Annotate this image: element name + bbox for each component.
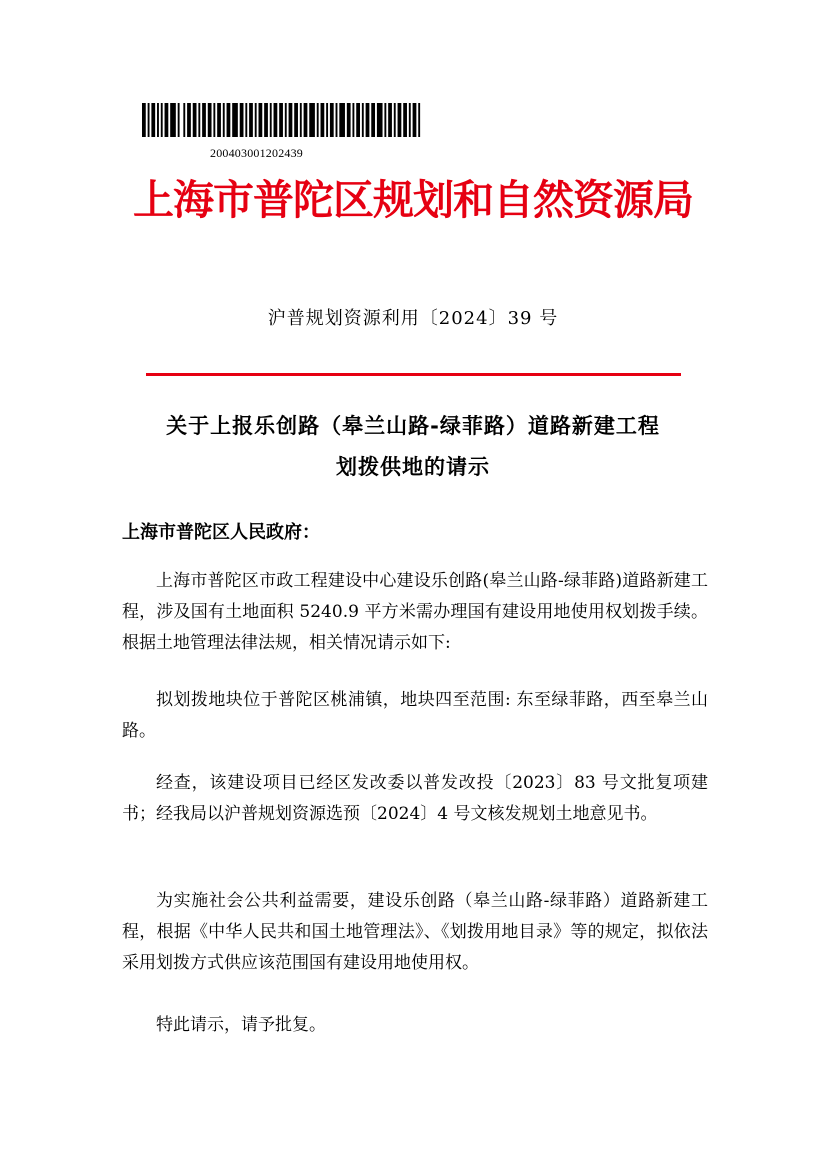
body-paragraph: 为实施社会公共利益需要，建设乐创路（皋兰山路-绿菲路）道路新建工程，根据《中华人民共和国土地管理法》、《划拨用地目录》等的规定，拟依法采用划拨方式供应该范围国有建设用地使用权。 — [122, 891, 708, 973]
addressee: 上海市普陀区人民政府： — [122, 522, 320, 543]
barcode-bar — [366, 103, 370, 137]
document-title-line-2: 划拨供地的请示 — [336, 455, 490, 479]
body-paragraph: 拟划拨地块位于普陀区桃浦镇，地块四至范围: 东至绿菲路，西至皋兰山路。 — [122, 690, 708, 741]
barcode-bar — [227, 103, 231, 137]
barcode — [142, 103, 422, 137]
barcode-bar — [240, 103, 244, 137]
document-number: 沪普规划资源利用〔2024〕39 号 — [267, 308, 559, 329]
barcode-number: 200403001202439 — [210, 146, 303, 160]
body-paragraph: 上海市普陀区市政工程建设中心建设乐创路(皋兰山路-绿菲路)道路新建工程，涉及国有土地面积 5240.9 平方米需办理国有建设用地使用权划拨手续。根据土地管理法律法规，相关情况请示如下: — [122, 571, 708, 653]
barcode-bar — [187, 103, 191, 137]
barcode-bar — [294, 103, 298, 137]
barcode-bar — [202, 103, 206, 137]
barcode-bar — [285, 103, 287, 137]
barcode-bar — [170, 103, 176, 137]
barcode-bar — [232, 103, 238, 137]
barcode-bar — [339, 103, 345, 137]
barcode-bar — [398, 103, 402, 137]
barcode-bar — [330, 103, 334, 137]
barcode-bar — [326, 103, 328, 137]
barcode-bar — [161, 103, 163, 137]
barcode-bar — [223, 103, 225, 137]
barcode-bar — [347, 103, 351, 137]
barcode-bar — [148, 103, 150, 137]
body-paragraph: 经查，该建设项目已经区发改委以普发改投〔2023〕83 号文批复项建书；经我局以沪普规划资源选预〔2024〕4 号文核发规划土地意见书。 — [122, 773, 708, 824]
barcode-bar — [309, 103, 315, 137]
barcode-bar — [245, 103, 247, 137]
barcode-bar — [193, 103, 197, 137]
barcode-bar — [208, 103, 212, 137]
barcode-bar — [418, 103, 420, 137]
agency-name: 上海市普陀区规划和自然资源局 — [133, 176, 693, 224]
barcode-bar — [336, 103, 338, 137]
barcode-bar — [317, 103, 319, 137]
body-paragraph: 特此请示，请予批复。 — [156, 1015, 326, 1035]
barcode-bar — [259, 103, 263, 137]
barcode-bar — [304, 103, 308, 137]
barcode-bar — [321, 103, 325, 137]
barcode-bar — [178, 103, 180, 137]
barcode-bar — [270, 103, 272, 137]
barcode-bar — [403, 103, 407, 137]
barcode-bar — [165, 103, 169, 137]
barcode-bar — [217, 103, 221, 137]
barcode-bar — [255, 103, 257, 137]
barcode-bar — [142, 103, 146, 137]
red-divider-line — [146, 373, 681, 376]
barcode-bar — [388, 103, 392, 137]
barcode-bar — [274, 103, 278, 137]
barcode-bar — [371, 103, 375, 137]
barcode-bar — [352, 103, 354, 137]
barcode-bar — [183, 103, 185, 137]
barcode-bar — [409, 103, 411, 137]
barcode-bar — [356, 103, 360, 137]
barcode-bar — [157, 103, 159, 137]
barcode-bar — [289, 103, 293, 137]
barcode-bar — [151, 103, 155, 137]
barcode-bar — [249, 103, 253, 137]
document-title-line-1: 关于上报乐创路（皋兰山路-绿菲路）道路新建工程 — [166, 414, 660, 438]
barcode-bar — [377, 103, 383, 137]
barcode-bar — [362, 103, 364, 137]
barcode-bar — [384, 103, 386, 137]
barcode-bar — [264, 103, 268, 137]
barcode-bar — [279, 103, 283, 137]
barcode-bar — [394, 103, 396, 137]
barcode-bar — [413, 103, 417, 137]
barcode-bar — [213, 103, 215, 137]
barcode-bar — [198, 103, 200, 137]
barcode-bar — [300, 103, 302, 137]
